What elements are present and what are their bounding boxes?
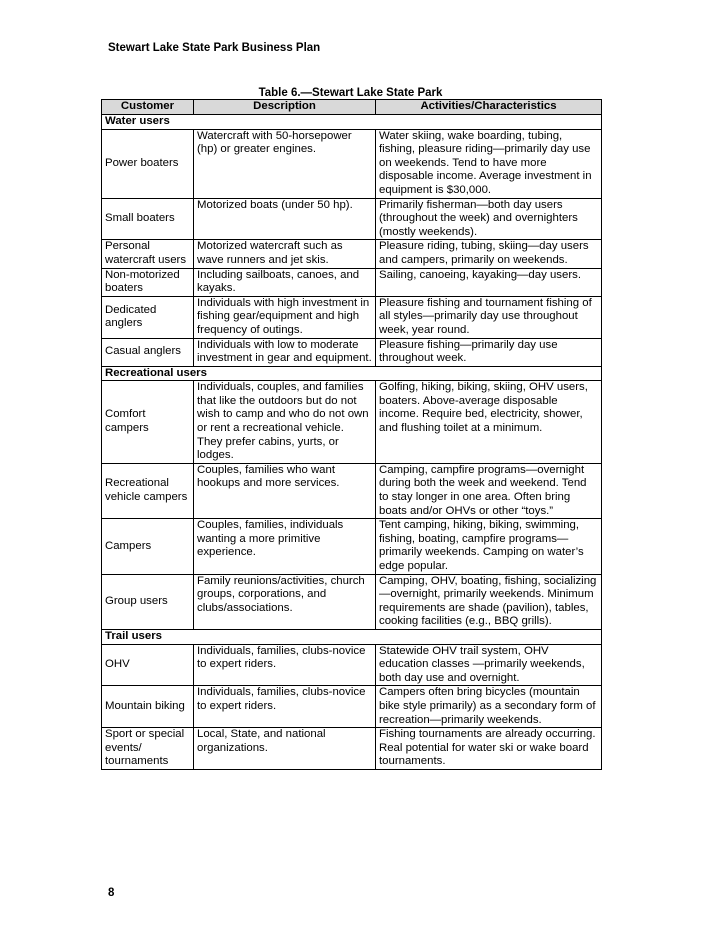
description-cell: Individuals, couples, and families that like the outdoors but do not wish to camp and who do not own or rent a recreational vehicle. They prefer cabins, yurts, or lodges. (194, 381, 376, 464)
table-caption: Table 6.—Stewart Lake State Park (258, 87, 443, 99)
description-cell: Motorized watercraft such as wave runners and jet skis. (194, 240, 376, 268)
table-row (102, 686, 602, 728)
description-cell: Individuals with low to moderate investment in gear and equipment. (194, 338, 376, 366)
customer-cell: Casual anglers (102, 338, 194, 366)
table-row (102, 381, 602, 464)
page-number: 8 (108, 887, 115, 899)
description-cell: Individuals, families, clubs-novice to expert riders. (194, 686, 376, 728)
customer-cell: Campers (102, 519, 194, 574)
activities-cell: Tent camping, hiking, biking, swimming, fishing, boating, campfire programs—primarily weekends. Camping on water’s edge popular. (376, 519, 602, 574)
column-header-activities: Activities/Characteristics (376, 100, 602, 115)
activities-cell: Fishing tournaments are already occurring. Real potential for water ski or wake board tournaments. (376, 728, 602, 770)
description-cell: Watercraft with 50-horsepower (hp) or greater engines. (194, 129, 376, 198)
customer-cell: Recreational vehicle campers (102, 463, 194, 518)
column-header-description: Description (194, 100, 376, 115)
section-row (102, 629, 602, 644)
activities-cell: Pleasure riding, tubing, skiing—day users and campers, primarily on weekends. (376, 240, 602, 268)
description-cell: Motorized boats (under 50 hp). (194, 198, 376, 240)
table-row (102, 574, 602, 629)
description-cell: Individuals with high investment in fishing gear/equipment and high frequency of outings. (194, 296, 376, 338)
customer-cell: Dedicated anglers (102, 296, 194, 338)
section-title: Recreational users (102, 366, 602, 381)
table-row (102, 338, 602, 366)
customer-cell: Group users (102, 574, 194, 629)
column-header-customer: Customer (102, 100, 194, 115)
table-header-row (102, 100, 602, 115)
activities-cell: Primarily fisherman—both day users (throughout the week) and overnighters (mostly weekends). (376, 198, 602, 240)
description-cell: Family reunions/activities, church groups, corporations, and clubs/associations. (194, 574, 376, 629)
description-cell: Couples, families who want hookups and more services. (194, 463, 376, 518)
table-body (102, 115, 602, 770)
activities-cell: Water skiing, wake boarding, tubing, fishing, pleasure riding—primarily day use on weekends. Tend to have more disposable income. Average investment in equipment is $30,000. (376, 129, 602, 198)
activities-cell: Pleasure fishing and tournament fishing of all styles—primarily day use throughout week, year round. (376, 296, 602, 338)
activities-cell: Pleasure fishing—primarily day use throughout week. (376, 338, 602, 366)
table-row (102, 240, 602, 268)
activities-cell: Golfing, hiking, biking, skiing, OHV users, boaters. Above-average disposable income. Require bed, electricity, shower, and flushing toilet at a minimum. (376, 381, 602, 464)
activities-cell: Sailing, canoeing, kayaking—day users. (376, 268, 602, 296)
table-row (102, 296, 602, 338)
table-row (102, 519, 602, 574)
activities-cell: Campers often bring bicycles (mountain bike style primarily) as a secondary form of recreation—primarily weekends. (376, 686, 602, 728)
description-cell: Individuals, families, clubs-novice to expert riders. (194, 644, 376, 686)
table-row (102, 198, 602, 240)
customer-table (101, 99, 602, 770)
customer-cell: Non-motorized boaters (102, 268, 194, 296)
page-header: Stewart Lake State Park Business Plan (108, 42, 321, 54)
activities-cell: Statewide OHV trail system, OHV education classes —primarily weekends, both day use and overnight. (376, 644, 602, 686)
customer-cell: OHV (102, 644, 194, 686)
customer-cell: Mountain biking (102, 686, 194, 728)
activities-cell: Camping, campfire programs—overnight during both the week and weekend. Tend to stay longer in one area. Often bring boats and/or OHVs or other “toys.” (376, 463, 602, 518)
section-row (102, 366, 602, 381)
table-row (102, 728, 602, 770)
customer-cell: Comfort campers (102, 381, 194, 464)
activities-cell: Camping, OHV, boating, fishing, socializing—overnight, primarily weekends. Minimum requirements are shade (pavilion), tables, cooking facilities (e.g., BBQ grills). (376, 574, 602, 629)
table-row (102, 644, 602, 686)
customer-cell: Sport or special events/ tournaments (102, 728, 194, 770)
description-cell: Couples, families, individuals wanting a more primitive experience. (194, 519, 376, 574)
section-row (102, 115, 602, 130)
table-row (102, 463, 602, 518)
description-cell: Including sailboats, canoes, and kayaks. (194, 268, 376, 296)
table-row (102, 268, 602, 296)
section-title: Water users (102, 115, 602, 130)
customer-cell: Power boaters (102, 129, 194, 198)
description-cell: Local, State, and national organizations. (194, 728, 376, 770)
section-title: Trail users (102, 629, 602, 644)
customer-cell: Personal watercraft users (102, 240, 194, 268)
table-row (102, 129, 602, 198)
customer-cell: Small boaters (102, 198, 194, 240)
